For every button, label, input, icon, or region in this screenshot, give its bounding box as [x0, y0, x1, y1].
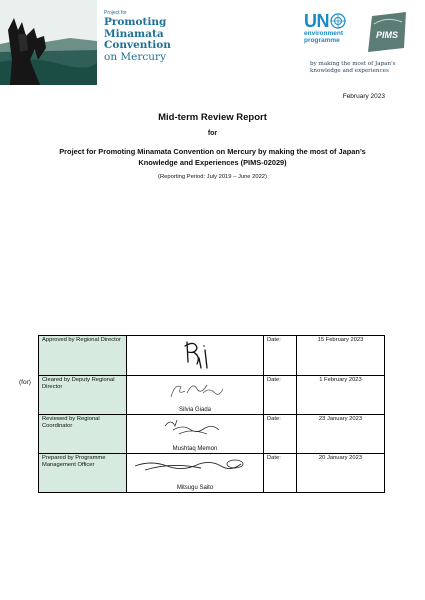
document-subtitle: Project for Promoting Minamata Convention on Mercury by making the most of Japan’s Knowledge and Experiences (PIMS-02029) — [59, 147, 366, 167]
signature-cell — [127, 336, 264, 376]
signature-row — [39, 415, 385, 454]
date-value: 15 February 2023 — [297, 336, 385, 376]
role-cell: Cleared by Deputy Regional Director — [39, 376, 127, 415]
header-banner — [0, 0, 425, 85]
role-cell: Prepared by Programme Management Officer — [39, 454, 127, 493]
pims-logo-text: PIMS — [376, 30, 399, 40]
signature-cell — [127, 454, 264, 493]
document-date: February 2023 — [342, 93, 385, 100]
signature-table — [38, 335, 385, 493]
date-value: 1 February 2023 — [297, 376, 385, 415]
role-cell: Approved by Regional Director — [39, 336, 127, 376]
project-for-label: Project for — [104, 10, 127, 16]
signature-cell — [127, 376, 264, 415]
signature-cell — [127, 415, 264, 454]
date-value: 23 January 2023 — [297, 415, 385, 454]
handwritten-signature — [157, 377, 227, 403]
date-label: Date: — [264, 376, 297, 415]
date-label: Date: — [264, 415, 297, 454]
role-cell: Reviewed by Regional Coordinator — [39, 415, 127, 454]
pims-logo — [366, 12, 410, 52]
tagline: by making the most of Japan's knowledge and experiences — [310, 61, 396, 74]
date-label: Date: — [264, 454, 297, 493]
for-mark: (for) — [19, 379, 31, 386]
unep-sub-line-1: environment — [304, 30, 344, 37]
reporting-period: (Reporting Period: July 2019 – June 2022) — [158, 174, 267, 180]
handwritten-signature — [157, 416, 227, 440]
unep-logo — [304, 12, 364, 44]
signature-row — [39, 454, 385, 493]
handwritten-signature — [157, 338, 227, 372]
signer-name: Mitsugu Saito — [176, 485, 214, 491]
date-value: 20 January 2023 — [297, 454, 385, 493]
unep-sub-line-2: programme — [304, 37, 340, 44]
signer-name: Mushtaq Memon — [172, 446, 218, 452]
date-label: Date: — [264, 336, 297, 376]
project-line-2: Minamata — [104, 27, 164, 40]
header-photo — [0, 0, 97, 85]
project-line-3: Convention — [104, 39, 171, 51]
project-line-4: on Mercury — [104, 50, 167, 63]
document-title: Mid-term Review Report — [158, 112, 267, 123]
project-logo — [104, 10, 171, 63]
signer-name: Silvia Giada — [178, 407, 211, 413]
project-line-1: Promoting — [104, 16, 167, 28]
document-for: for — [207, 130, 218, 137]
signature-row — [39, 376, 385, 415]
un-emblem-icon — [330, 13, 346, 29]
signature-row — [39, 336, 385, 376]
handwritten-signature — [131, 456, 251, 478]
unep-letters: UN — [304, 11, 329, 31]
